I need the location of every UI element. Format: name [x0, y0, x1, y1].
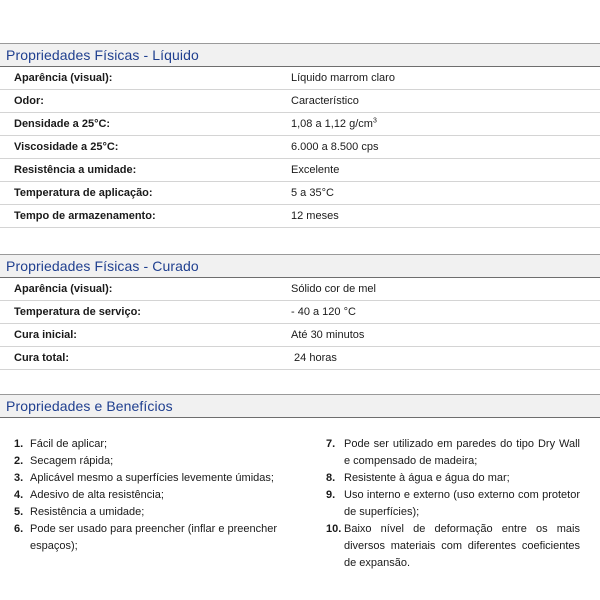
table-row	[0, 324, 600, 347]
property-value: Característico	[291, 95, 359, 107]
property-label: Cura inicial:	[14, 329, 77, 341]
item-text: Pode ser usado para preencher (inflar e preencher espaços);	[30, 523, 278, 552]
benefits-section-title: Propriedades e Benefícios	[6, 398, 173, 414]
property-value: Até 30 minutos	[291, 329, 365, 341]
table-row	[0, 159, 600, 182]
item-text: Pode ser utilizado em paredes do tipo Dry Wall e compensado de madeira;	[344, 438, 580, 467]
item-number: 8.	[326, 472, 336, 484]
list-item	[326, 521, 580, 572]
property-label: Odor:	[14, 95, 44, 107]
property-label: Cura total:	[14, 352, 69, 364]
density-value-text: 1,08 a 1,12 g/cm	[291, 118, 373, 130]
property-value: 12 meses	[291, 210, 339, 222]
list-item	[14, 504, 284, 521]
cured-properties-section	[0, 254, 600, 370]
table-row	[0, 67, 600, 90]
item-number: 1.	[14, 438, 24, 450]
benefits-left-column	[14, 436, 284, 555]
item-number: 9.	[326, 489, 336, 501]
item-number: 3.	[14, 472, 24, 484]
item-number: 5.	[14, 506, 24, 518]
cured-section-title: Propriedades Físicas - Curado	[6, 258, 199, 274]
property-value: 5 a 35°C	[291, 187, 334, 199]
property-label: Aparência (visual):	[14, 283, 113, 295]
table-row	[0, 278, 600, 301]
property-label: Densidade a 25°C:	[14, 118, 111, 130]
property-value: Excelente	[291, 164, 340, 176]
table-row	[0, 347, 600, 370]
liquid-section-header	[0, 43, 600, 67]
list-item	[326, 470, 580, 487]
density-superscript: 3	[372, 117, 377, 125]
table-row	[0, 301, 600, 324]
table-row	[0, 182, 600, 205]
benefits-section	[0, 394, 600, 418]
item-text: Resistência a umidade;	[30, 506, 145, 518]
property-value: Líquido marrom claro	[291, 72, 395, 84]
liquid-properties-section	[0, 43, 600, 228]
table-row	[0, 90, 600, 113]
item-text: Aplicável mesmo a superfícies levemente úmidas;	[30, 472, 274, 484]
item-text: Uso interno e externo (uso externo com protetor de superfícies);	[344, 489, 580, 518]
cured-section-header	[0, 254, 600, 278]
item-text: Baixo nível de deformação entre os mais diversos materiais com diferentes coeficientes de expansão.	[344, 523, 580, 569]
benefits-section-header	[0, 394, 600, 418]
item-number: 10.	[326, 523, 342, 535]
list-item	[14, 436, 284, 453]
list-item	[326, 487, 580, 521]
item-number: 4.	[14, 489, 24, 501]
property-label: Temperatura de aplicação:	[14, 187, 153, 199]
property-value: - 40 a 120 °C	[291, 306, 356, 318]
property-value: Sólido cor de mel	[291, 283, 376, 295]
property-value: 24 horas	[291, 352, 337, 364]
item-number: 7.	[326, 438, 336, 450]
liquid-section-title: Propriedades Físicas - Líquido	[6, 47, 199, 63]
property-label: Viscosidade a 25°C:	[14, 141, 119, 153]
list-item	[14, 521, 284, 555]
list-item	[14, 487, 284, 504]
table-row	[0, 113, 600, 136]
table-row	[0, 205, 600, 228]
benefits-right-column	[326, 436, 580, 572]
property-label: Aparência (visual):	[14, 72, 113, 84]
item-number: 2.	[14, 455, 24, 467]
list-item	[14, 453, 284, 470]
item-text: Secagem rápida;	[30, 455, 114, 467]
table-row	[0, 136, 600, 159]
property-value	[291, 118, 600, 130]
item-text: Adesivo de alta resistência;	[30, 489, 164, 501]
property-label: Temperatura de serviço:	[14, 306, 141, 318]
property-value: 6.000 a 8.500 cps	[291, 141, 379, 153]
list-item	[14, 470, 284, 487]
item-text: Resistente à água e água do mar;	[344, 472, 510, 484]
property-label: Resistência a umidade:	[14, 164, 137, 176]
list-item	[326, 436, 580, 470]
item-text: Fácil de aplicar;	[30, 438, 108, 450]
property-label: Tempo de armazenamento:	[14, 210, 156, 222]
item-number: 6.	[14, 523, 24, 535]
